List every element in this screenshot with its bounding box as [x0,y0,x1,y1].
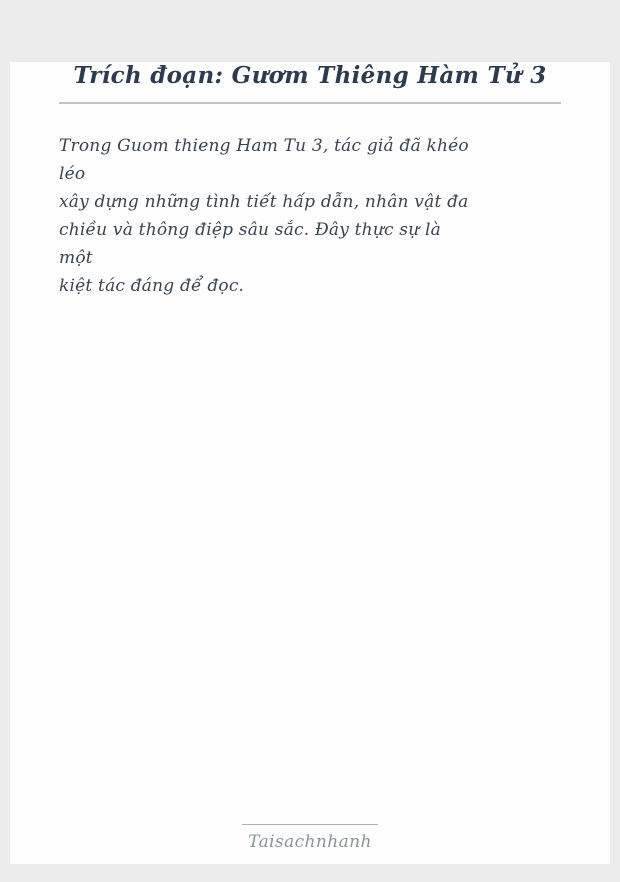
excerpt-line: chiều và thông điệp sâu sắc. Đây thực sự là [59,220,441,240]
title-divider [59,102,561,104]
excerpt-line: xây dựng những tình tiết hấp dẫn, nhân vật đa [59,192,469,212]
excerpt-line: Trong Guom thieng Ham Tu 3, tác giả đã khéo [59,136,469,156]
excerpt-line: một [59,248,93,268]
excerpt-line: kiệt tác đáng để đọc. [59,276,245,296]
excerpt-line: léo [59,164,86,184]
footer-brand: Taisachnhanh [248,832,372,852]
footer-divider [242,824,378,825]
document-page [10,62,610,864]
page-content [10,62,610,300]
page-title: Trích đoạn: Gươm Thiêng Hàm Tử 3 [73,62,547,89]
page-footer [10,824,610,852]
excerpt-paragraph [59,132,561,300]
